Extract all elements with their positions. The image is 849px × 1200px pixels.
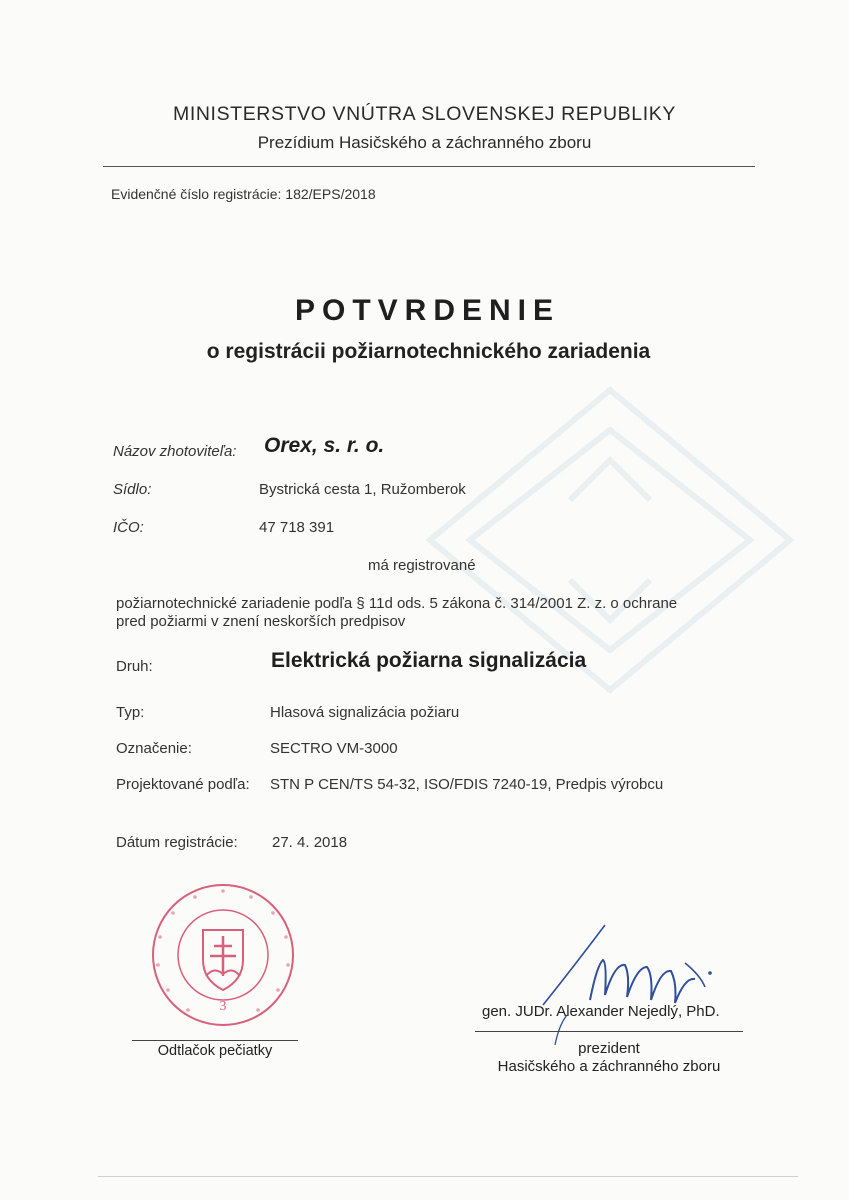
- stamp-number: 3: [219, 999, 227, 1014]
- seat-value: Bystrická cesta 1, Ružomberok: [259, 481, 466, 498]
- registered-text: má registrované: [368, 557, 476, 574]
- manufacturer-name-label: Názov zhotoviteľa:: [113, 443, 237, 460]
- signer-name: gen. JUDr. Alexander Nejedlý, PhD.: [482, 1003, 720, 1020]
- page-bottom-edge: [98, 1176, 798, 1177]
- type-value: Hlasová signalizácia požiaru: [270, 704, 460, 721]
- manufacturer-name-value: Orex, s. r. o.: [264, 434, 385, 457]
- kind-value: Elektrická požiarna signalizácia: [271, 649, 587, 672]
- ministry-heading: MINISTERSTVO VNÚTRA SLOVENSKEJ REPUBLIKY: [173, 103, 676, 125]
- signature-line: [475, 1031, 743, 1032]
- type-label: Typ:: [116, 704, 145, 721]
- device-description-line2: pred požiarmi v znení neskorších predpisov: [116, 613, 406, 630]
- designed-by-label: Projektované podľa:: [116, 776, 250, 793]
- signer-organization: Hasičského a záchranného zboru: [497, 1058, 721, 1075]
- registration-number: Evidenčné číslo registrácie: 182/EPS/2018: [111, 186, 376, 202]
- designation-value: SECTRO VM-3000: [270, 740, 398, 757]
- stamp-label: Odtlačok pečiatky: [157, 1043, 273, 1059]
- ico-label: IČO:: [113, 519, 144, 536]
- ico-value: 47 718 391: [259, 519, 335, 536]
- official-stamp-icon: [148, 880, 298, 1030]
- document-subtitle: o registrácii požiarnotechnického zariadenia: [206, 340, 651, 363]
- stamp-line: [132, 1040, 298, 1041]
- kind-label: Druh:: [116, 658, 153, 675]
- registration-date-value: 27. 4. 2018: [272, 834, 348, 851]
- document-title: POTVRDENIE: [294, 294, 561, 327]
- designed-by-value: STN P CEN/TS 54-32, ISO/FDIS 7240-19, Predpis výrobcu: [270, 776, 664, 793]
- designation-label: Označenie:: [116, 740, 192, 757]
- device-description-line1: požiarnotechnické zariadenie podľa § 11d ods. 5 zákona č. 314/2001 Z. z. o ochrane: [116, 595, 678, 612]
- registration-date-label: Dátum registrácie:: [116, 834, 238, 851]
- seat-label: Sídlo:: [113, 481, 152, 498]
- header-divider: [103, 166, 755, 167]
- handwritten-signature-icon: [535, 905, 735, 1045]
- presidium-heading: Prezídium Hasičského a záchranného zboru: [257, 133, 592, 152]
- signer-role: prezident: [578, 1040, 640, 1057]
